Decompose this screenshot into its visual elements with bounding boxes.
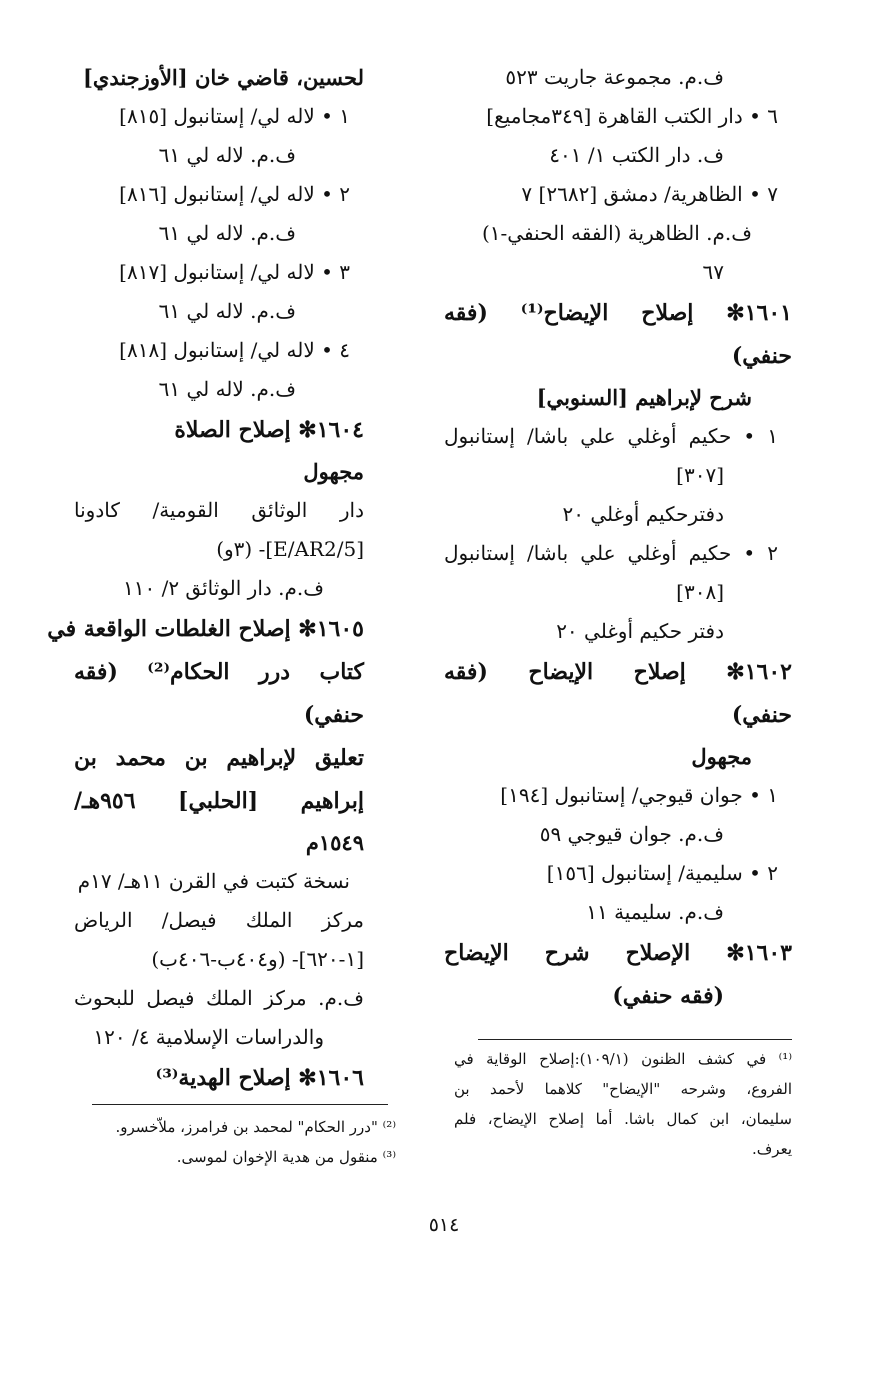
right-column-line: [٣٠٧] bbox=[676, 463, 724, 487]
right-column-line: (فقه حنفي) bbox=[612, 983, 724, 1009]
right-column-line: [٣٠٨] bbox=[676, 580, 724, 604]
left-column-line: ١ • لاله لي/ إستانبول [٨١٥] bbox=[119, 104, 350, 128]
left-column-line: [E/AR2/5]- (٣و) bbox=[216, 537, 364, 561]
right-column-line: ١٦٠١✻ إصلاح الإيضاح⁽¹⁾ (فقه bbox=[444, 300, 792, 326]
left-column-line: والدراسات الإسلامية ٤/ ١٢٠ bbox=[93, 1025, 324, 1049]
footnote-line: ⁽³⁾ منقول من هدية الإخوان لموسى. bbox=[176, 1148, 396, 1166]
left-column-line: ١٦٠٦✻ إصلاح الهدية⁽³⁾ bbox=[155, 1065, 364, 1091]
right-column-line: ١ • حكيم أوغلي علي باشا/ إستانبول bbox=[444, 424, 778, 448]
left-column-line: [١-٦٢٠]- (و٤٠٤ب-٤٠٦ب) bbox=[151, 947, 364, 971]
footnote-line: ⁽²⁾ "درر الحكام" لمحمد بن فرامرز، ملاّخسرو. bbox=[115, 1118, 396, 1136]
footnote-rule-left bbox=[92, 1104, 388, 1105]
footnote-line: سليمان، ابن كمال باشا. أما إصلاح الإيضاح، فلم bbox=[454, 1110, 792, 1128]
right-column-line: ف.م. جوان قيوجي ٥٩ bbox=[539, 822, 724, 846]
right-column-line: شرح لإبراهيم [السنوبي] bbox=[536, 385, 752, 410]
left-column-line: ١٦٠٥✻ إصلاح الغلطات الواقعة في bbox=[47, 616, 364, 642]
right-column-line: ف.م. سليمية ١١ bbox=[586, 900, 724, 924]
left-column-line: حنفي) bbox=[303, 702, 364, 728]
right-column-line: ٦٧ bbox=[702, 260, 724, 284]
left-column-line: تعليق لإبراهيم بن محمد بن bbox=[74, 745, 364, 771]
footnotes-right bbox=[454, 1044, 792, 1164]
left-column-line: لحسين، قاضي خان [الأوزجندي] bbox=[82, 65, 364, 90]
left-column-line: نسخة كتبت في القرن ١١هـ/ ١٧م bbox=[77, 869, 350, 893]
right-column-line: حنفي) bbox=[731, 702, 792, 728]
right-column-line: ١٦٠٣✻ الإصلاح شرح الإيضاح bbox=[444, 940, 792, 966]
left-column-line: مجهول bbox=[303, 459, 364, 484]
right-column-line: ١ • جوان قيوجي/ إستانبول [١٩٤] bbox=[500, 783, 778, 807]
right-column-line: مجهول bbox=[691, 744, 752, 769]
right-column-line: ٧ • الظاهرية/ دمشق [٢٦٨٢] ٧ bbox=[521, 182, 778, 206]
footnotes-left bbox=[80, 1112, 396, 1172]
left-column-line: ٣ • لاله لي/ إستانبول [٨١٧] bbox=[119, 260, 350, 284]
left-column-line: إبراهيم [الحلبي] ٩٥٦هـ/ bbox=[74, 788, 364, 814]
right-column-line: دفتر حكيم أوغلي ٢٠ bbox=[556, 619, 724, 643]
right-column-line: ٢ • حكيم أوغلي علي باشا/ إستانبول bbox=[444, 541, 778, 565]
footnote-line: ⁽¹⁾ في كشف الظنون (١٠٩/١):إصلاح الوقاية في bbox=[454, 1050, 792, 1068]
left-column-line: ف.م. مركز الملك فيصل للبحوث bbox=[74, 986, 364, 1010]
footnote-line: الفروع، وشرحه "الإيضاح" كلاهما لأحمد بن bbox=[454, 1080, 792, 1098]
left-column-line: ف.م. لاله لي ٦١ bbox=[158, 377, 296, 401]
left-column-line: مركز الملك فيصل/ الرياض bbox=[74, 908, 364, 932]
right-column-line: ١٦٠٢✻ إصلاح الإيضاح (فقه bbox=[444, 659, 792, 685]
left-column-line: دار الوثائق القومية/ كادونا bbox=[74, 498, 364, 522]
left-column-line: ٢ • لاله لي/ إستانبول [٨١٦] bbox=[119, 182, 350, 206]
left-column-line: ف.م. لاله لي ٦١ bbox=[158, 221, 296, 245]
left-column-line: كتاب درر الحكام⁽²⁾ (فقه bbox=[74, 659, 365, 685]
right-column-line: ف. دار الكتب ١/ ٤٠١ bbox=[549, 143, 724, 167]
right-column-line: ف.م. الظاهرية (الفقه الحنفي-١) bbox=[481, 221, 752, 245]
left-column-line: ١٥٤٩م bbox=[305, 830, 364, 855]
right-column-line: دفترحكيم أوغلي ٢٠ bbox=[562, 502, 724, 526]
right-column-line: ٢ • سليمية/ إستانبول [١٥٦] bbox=[546, 861, 778, 885]
left-column-line: ف.م. دار الوثائق ٢/ ١١٠ bbox=[122, 576, 324, 600]
footnote-line: يعرف. bbox=[751, 1140, 792, 1158]
right-column bbox=[444, 58, 792, 1018]
left-column-line: ١٦٠٤✻ إصلاح الصلاة bbox=[174, 417, 364, 443]
left-column-line: ف.م. لاله لي ٦١ bbox=[158, 143, 296, 167]
page-number: ٥١٤ bbox=[428, 1214, 460, 1236]
right-column-line: ف.م. مجموعة جاريت ٥٢٣ bbox=[505, 65, 724, 89]
left-column-line: ف.م. لاله لي ٦١ bbox=[158, 299, 296, 323]
right-column-line: ٦ • دار الكتب القاهرة [٣٤٩مجاميع] bbox=[486, 104, 778, 128]
right-column-line: حنفي) bbox=[731, 343, 792, 369]
footnote-rule-right bbox=[478, 1039, 792, 1040]
left-column bbox=[47, 58, 365, 1100]
left-column-line: ٤ • لاله لي/ إستانبول [٨١٨] bbox=[119, 338, 350, 362]
